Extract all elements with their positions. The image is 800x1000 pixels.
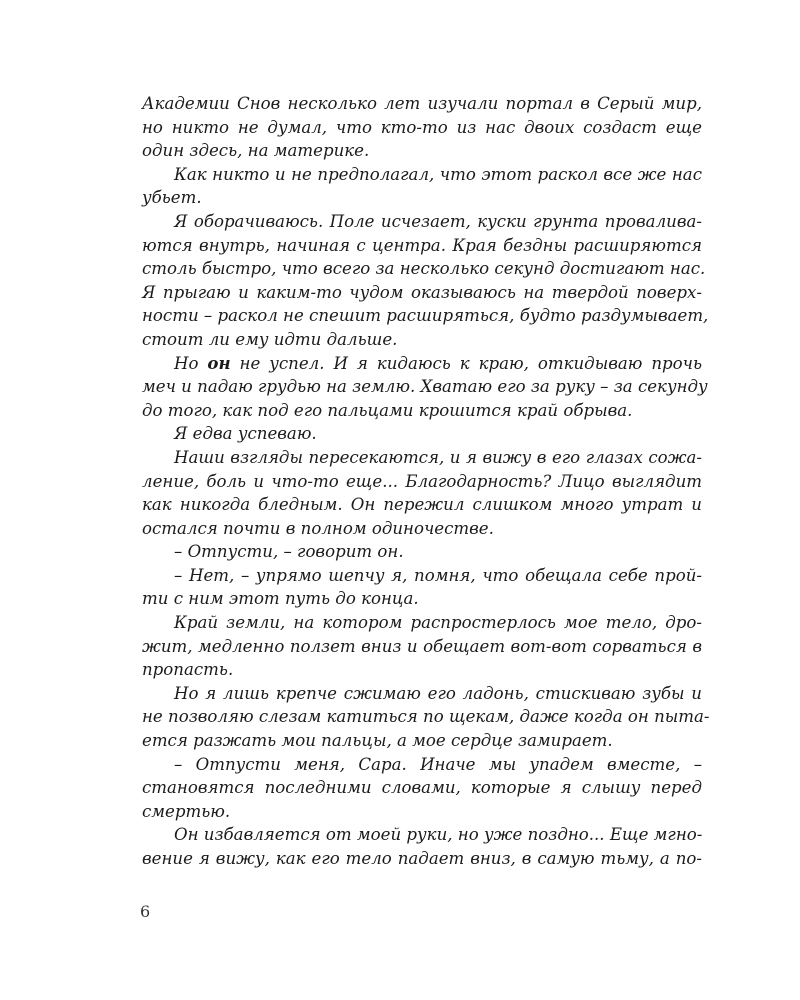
- text-line: ются внутрь, начиная с центра. Края бездны расширяются: [142, 235, 702, 255]
- text-line: стоит ли ему идти дальше.: [142, 329, 398, 349]
- text-line: Край земли, на котором распростерлось мое тело, дро-: [174, 613, 702, 633]
- emphasis-word: он: [207, 352, 231, 373]
- text-line: ется разжать мои пальцы, а мое сердце замирает.: [142, 731, 613, 751]
- text-line: смертью.: [142, 801, 231, 821]
- text-line: но никто не думал, что кто-то из нас двоих создаст еще: [142, 117, 702, 137]
- text-line: вение я вижу, как его тело падает вниз, в самую тьму, а по-: [142, 849, 702, 868]
- text-line: не позволяю слезам катиться по щекам, даже когда он пыта-: [142, 707, 710, 727]
- text-line: пропасть.: [142, 660, 234, 680]
- text-line: меч и падаю грудью на землю. Хватаю его за руку – за секунду: [142, 377, 708, 397]
- text-line: один здесь, на материке.: [142, 141, 370, 161]
- page-body: [142, 92, 710, 871]
- text-line: Наши взгляды пересекаются, и я вижу в его глазах сожа-: [174, 447, 702, 467]
- text-line: до того, как под его пальцами крошится край обрыва.: [142, 400, 633, 420]
- text-line: – Отпусти, – говорит он.: [174, 542, 404, 562]
- line-end: не успел. И я кидаюсь к краю, откидываю прочь: [230, 353, 702, 373]
- text-line: Я прыгаю и каким-то чудом оказываюсь на твердой поверх-: [142, 282, 702, 302]
- text-line: Я едва успеваю.: [174, 424, 317, 444]
- text-line: жит, медленно ползет вниз и обещает вот-вот сорваться в: [142, 636, 702, 656]
- text-line: Я оборачиваюсь. Поле исчезает, куски грунта проваливa-: [174, 211, 702, 231]
- text-line: – Отпусти меня, Сара. Иначе мы упадем вместе, –: [174, 754, 702, 774]
- text-line: Но я лишь крепче сжимаю его ладонь, стискиваю зубы и: [174, 683, 702, 703]
- text-line: столь быстро, что всего за несколько секунд достигают нас.: [142, 259, 706, 279]
- text-line: – Нет, – упрямо шепчу я, помня, что обещала себе прой-: [174, 565, 702, 585]
- text-line: Он избавляется от моей руки, но уже поздно... Еще мгно-: [174, 825, 703, 845]
- text-line: ности – раскол не спешит расширяться, будто раздумывает,: [142, 306, 709, 326]
- text-line: ление, боль и что-то еще... Благодарность? Лицо выглядит: [142, 471, 702, 491]
- text-line: Академии Снов несколько лет изучали портал в Серый мир,: [142, 94, 702, 113]
- line-start: Но: [174, 353, 208, 373]
- text-line: как никогда бледным. Он пережил слишком много утрат и: [142, 495, 702, 515]
- text-line: [142, 352, 702, 376]
- text-line: убьет.: [142, 188, 202, 208]
- page-number: 6: [140, 902, 151, 921]
- text-line: остался почти в полном одиночестве.: [142, 518, 494, 538]
- text-line: Как никто и не предполагал, что этот раскол все же нас: [174, 164, 702, 184]
- text-line: ти с ним этот путь до конца.: [142, 589, 419, 609]
- text-line: становятся последними словами, которые я слышу перед: [142, 778, 702, 798]
